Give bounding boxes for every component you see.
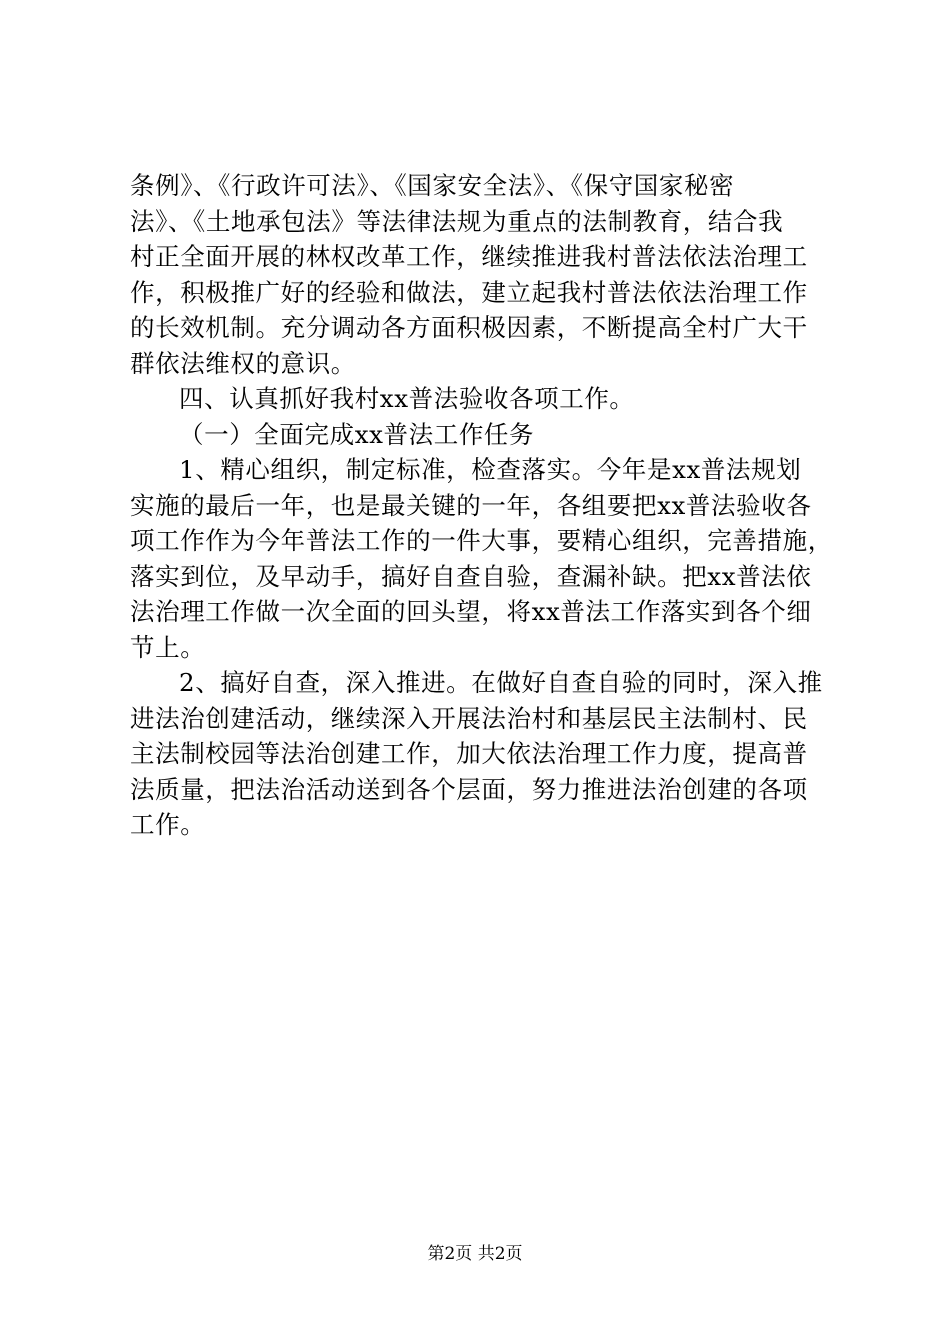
text-line	[130, 523, 833, 559]
line-text: 法》、《土地承包法》等法律法规为重点的法制教育，结合我	[130, 206, 784, 236]
line-text: （一）全面完成xx普法工作任务	[179, 419, 535, 449]
text-line	[130, 168, 830, 204]
text-line	[130, 239, 830, 275]
text-line	[130, 630, 830, 666]
text-line	[130, 310, 830, 346]
line-text: 群依法维权的意识。	[130, 348, 356, 378]
document-body	[130, 168, 833, 843]
text-line	[130, 772, 830, 808]
text-line	[130, 736, 830, 772]
text-line	[130, 594, 830, 630]
text-line	[130, 204, 830, 240]
line-text: 村正全面开展的林权改革工作，继续推进我村普法依法治理工	[130, 242, 808, 271]
text-line	[130, 452, 830, 488]
text-line	[130, 488, 830, 524]
line-text: 落实到位，及早动手，搞好自查自验，查漏补缺。把xx普法依	[130, 561, 812, 591]
line-text: 工作。	[130, 810, 206, 839]
line-text: 1、精心组织，制定标准，检查落实。今年是xx普法规划	[179, 455, 802, 484]
line-text: 四、认真抓好我村xx普法验收各项工作。	[179, 384, 635, 413]
text-line	[130, 701, 830, 737]
line-text: 进法治创建活动，继续深入开展法治村和基层民主法制村、民	[130, 703, 808, 733]
text-line	[130, 346, 830, 382]
line-text: 实施的最后一年，也是最关键的一年，各组要把xx普法验收各	[130, 490, 812, 520]
page-footer: 第2页 共2页	[427, 1244, 523, 1264]
text-line	[130, 275, 830, 311]
text-line	[130, 559, 830, 595]
line-text: 条例》、《行政许可法》、《国家安全法》、《保守国家秘密	[130, 171, 735, 200]
text-line	[130, 665, 830, 701]
line-text: 法治理工作做一次全面的回头望，将xx普法工作落实到各个细	[130, 597, 812, 626]
line-text: 节上。	[130, 632, 206, 662]
line-text: 2、搞好自查，深入推进。在做好自查自验的同时，深入推	[179, 668, 823, 697]
line-text: 项工作作为今年普法工作的一件大事，要精心组织，完善措施，	[130, 526, 833, 555]
subsection-heading	[130, 417, 830, 453]
line-text: 作，积极推广好的经验和做法，建立起我村普法依法治理工作	[130, 277, 808, 307]
line-text: 法质量，把法治活动送到各个层面，努力推进法治创建的各项	[130, 774, 808, 804]
line-text: 的长效机制。充分调动各方面积极因素，不断提高全村广大干	[130, 313, 808, 342]
section-heading	[130, 381, 830, 417]
text-line	[130, 807, 830, 843]
line-text: 主法制校园等法治创建工作，加大依法治理工作力度，提高普	[130, 739, 808, 768]
